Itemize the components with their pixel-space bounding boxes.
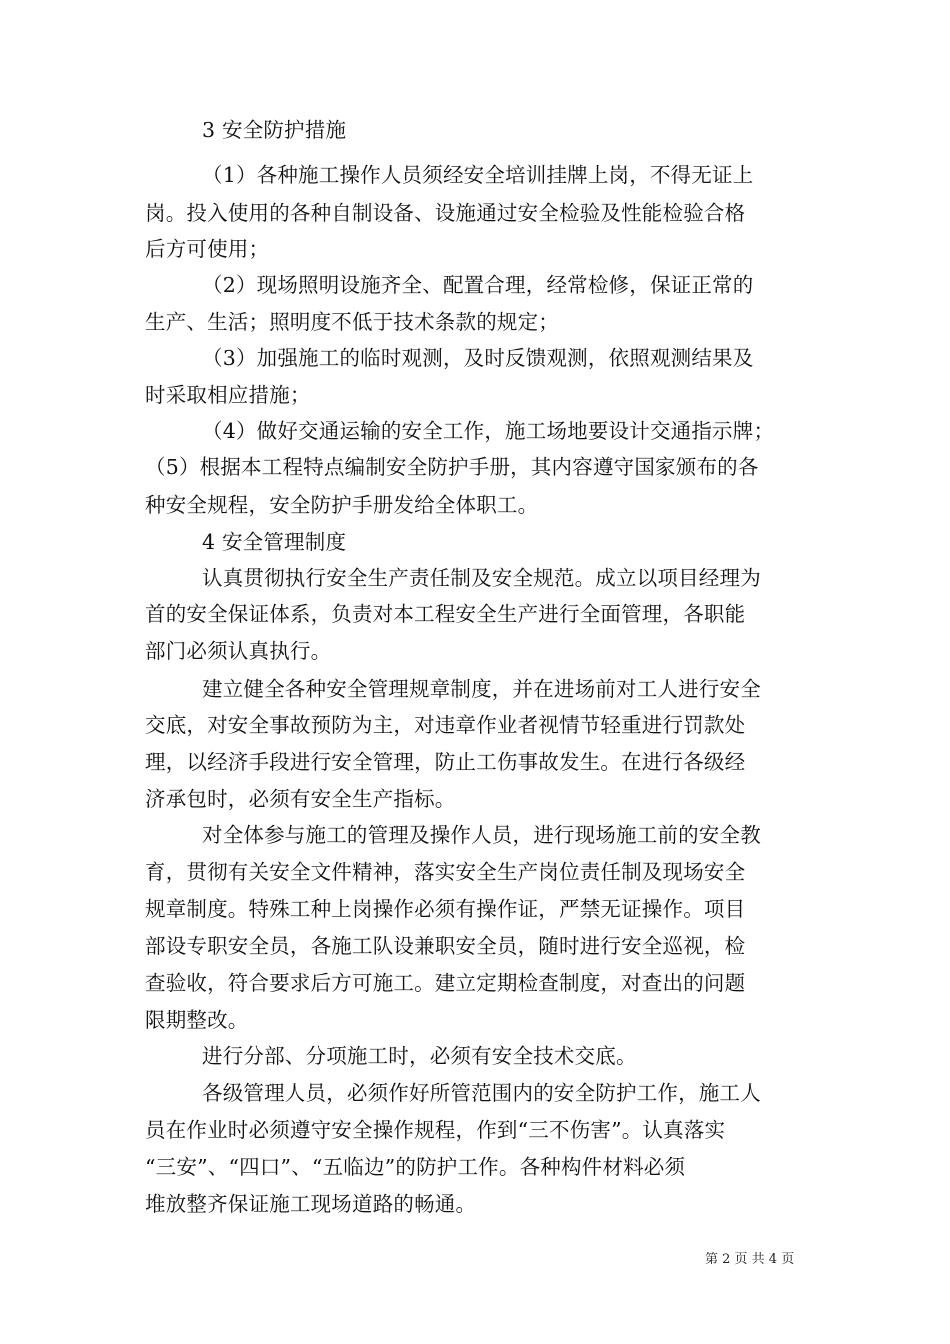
paragraph-line: 对全体参与施工的管理及操作人员，进行现场施工前的安全教 <box>202 823 761 847</box>
paragraph-line: 建立健全各种安全管理规章制度，并在进场前对工人进行安全 <box>202 677 761 701</box>
paragraph-line: 各级管理人员，必须作好所管范围内的安全防护工作，施工人 <box>202 1081 761 1105</box>
section-heading-safety-management: 4 安全管理制度 <box>202 530 347 554</box>
paragraph-line: 种安全规程，安全防护手册发给全体职工。 <box>145 493 539 517</box>
paragraph-line: （5）根据本工程特点编制安全防护手册，其内容遵守国家颁布的各 <box>145 455 759 479</box>
paragraph-line: 生产、生活；照明度不低于技术条款的规定； <box>145 310 559 334</box>
paragraph-line: 员在作业时必须遵守安全操作规程，作到“三不伤害”。认真落实 <box>145 1118 726 1142</box>
paragraph-line: 交底，对安全事故预防为主，对违章作业者视情节轻重进行罚款处 <box>145 713 746 737</box>
paragraph-line: （4）做好交通运输的安全工作，施工场地要设计交通指示牌； <box>202 419 775 443</box>
section-heading-safety-measures: 3 安全防护措施 <box>202 118 347 142</box>
paragraph-line: 时采取相应措施； <box>145 383 311 407</box>
paragraph-line: 首的安全保证体系，负责对本工程安全生产进行全面管理，各职能 <box>145 602 746 626</box>
paragraph-line: 规章制度。特殊工种上岗操作必须有操作证，严禁无证操作。项目 <box>145 897 746 921</box>
paragraph-line: 认真贯彻执行安全生产责任制及安全规范。成立以项目经理为 <box>202 566 761 590</box>
paragraph-line: 理，以经济手段进行安全管理，防止工伤事故发生。在进行各级经 <box>145 750 746 774</box>
paragraph-line: 查验收，符合要求后方可施工。建立定期检查制度，对查出的问题 <box>145 971 746 995</box>
paragraph-line: （2）现场照明设施齐全、配置合理，经常检修，保证正常的 <box>202 273 754 297</box>
paragraph-line: 部门必须认真执行。 <box>145 639 332 663</box>
page-number: 第 2 页 共 4 页 <box>705 1252 795 1267</box>
paragraph-line: 堆放整齐保证施工现场道路的畅通。 <box>145 1192 477 1216</box>
paragraph-line: 后方可使用； <box>145 237 270 261</box>
paragraph-line: 限期整改。 <box>145 1008 249 1032</box>
paragraph-line: （3）加强施工的临时观测，及时反馈观测，依照观测结果及 <box>202 346 754 370</box>
paragraph-line: 进行分部、分项施工时，必须有安全技术交底。 <box>202 1044 637 1068</box>
paragraph-line: 岗。投入使用的各种自制设备、设施通过安全检验及性能检验合格 <box>145 201 746 225</box>
paragraph-line: “三安”、“四口”、“五临边”的防护工作。各种构件材料必须 <box>145 1155 686 1179</box>
paragraph-line: 部设专职安全员，各施工队设兼职安全员，随时进行安全巡视，检 <box>145 934 746 958</box>
paragraph-line: 济承包时，必须有安全生产指标。 <box>145 787 456 811</box>
paragraph-line: （1）各种施工操作人员须经安全培训挂牌上岗，不得无证上 <box>202 163 754 187</box>
paragraph-line: 育，贯彻有关安全文件精神，落实安全生产岗位责任制及现场安全 <box>145 860 746 884</box>
